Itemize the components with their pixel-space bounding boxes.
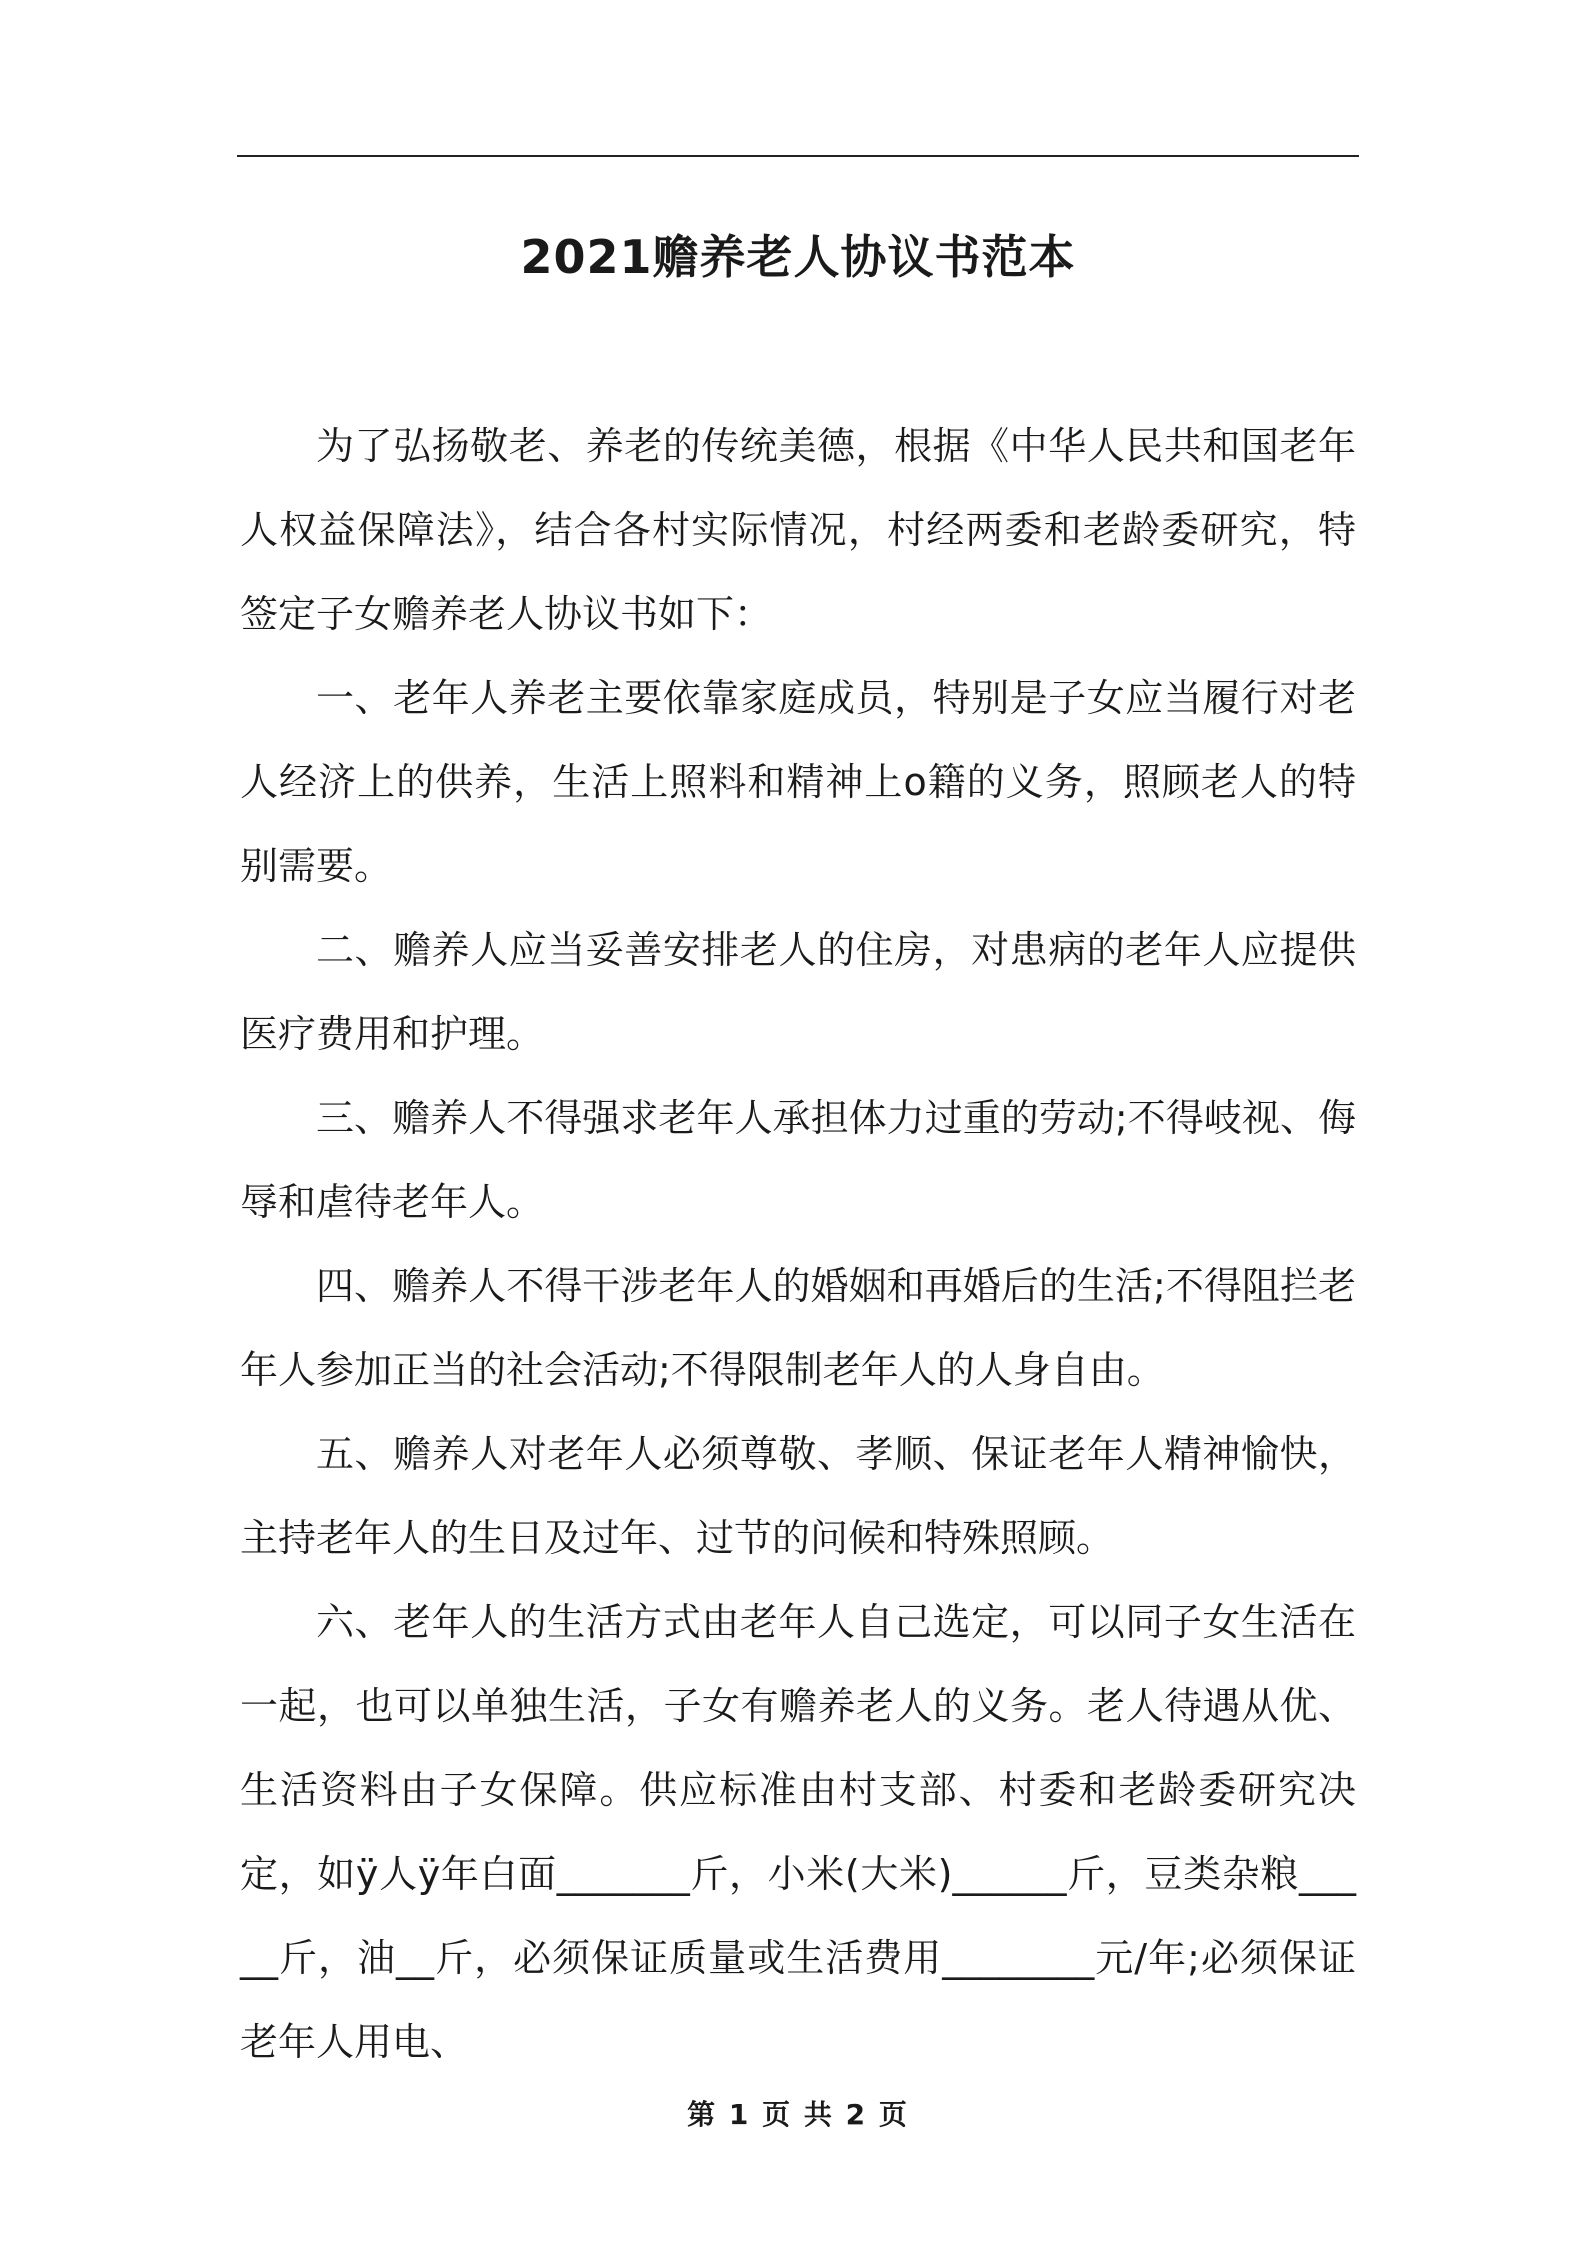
document-body: [240, 404, 1356, 2084]
paragraph-clause-2: 二、赡养人应当妥善安排老人的住房，对患病的老年人应提供医疗费用和护理。: [240, 928, 1356, 1056]
paragraph-clause-5: 五、赡养人对老年人必须尊敬、孝顺、保证老年人精神愉快，主持老年人的生日及过年、过节的问候和特殊照顾。: [240, 1432, 1356, 1560]
document-title: 2021赡养老人协议书范本: [520, 230, 1076, 284]
paragraph-clause-6: 六、老年人的生活方式由老年人自己选定，可以同子女生活在一起，也可以单独生活，子女有赡养老人的义务。老人待遇从优、生活资料由子女保障。供应标准由村支部、村委和老龄委研究决定，如ÿ人ÿ年白面_______斤，小米(大米)______斤，豆类杂粮_____斤，油__斤，必须保证质量或生活费用________元/年;必须保证老年人用电、: [240, 1600, 1356, 2064]
paragraph-clause-1: 一、老年人养老主要依靠家庭成员，特别是子女应当履行对老人经济上的供养，生活上照料和精神上o籍的义务，照顾老人的特别需要。: [240, 676, 1356, 888]
header-rule: [237, 155, 1359, 157]
page-indicator: 第 1 页 共 2 页: [687, 2098, 909, 2131]
paragraph-intro: 为了弘扬敬老、养老的传统美德，根据《中华人民共和国老年人权益保障法》，结合各村实际情况，村经两委和老龄委研究，特签定子女赡养老人协议书如下：: [240, 424, 1356, 636]
paragraph-clause-4: 四、赡养人不得干涉老年人的婚姻和再婚后的生活;不得阻拦老年人参加正当的社会活动;不得限制老年人的人身自由。: [240, 1264, 1356, 1392]
paragraph-clause-3: 三、赡养人不得强求老年人承担体力过重的劳动;不得岐视、侮辱和虐待老年人。: [240, 1096, 1356, 1224]
